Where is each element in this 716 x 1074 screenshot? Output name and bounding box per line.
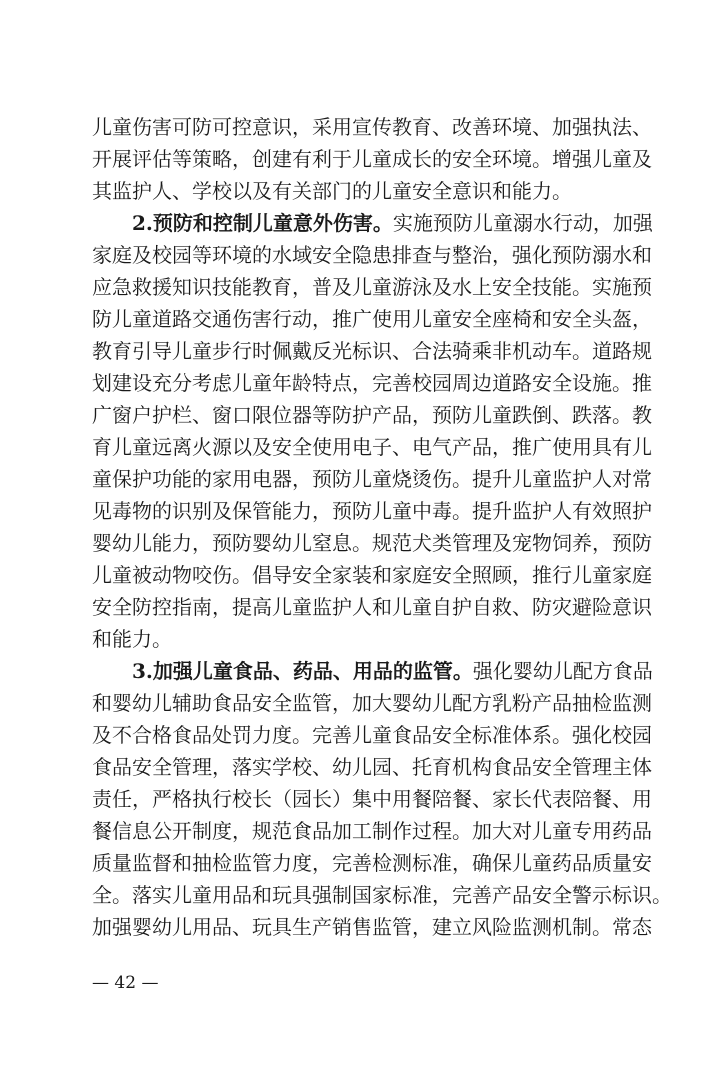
paragraph-line: 安全防控指南，提高儿童监护人和儿童自护自救、防灾避险意识 — [92, 595, 652, 619]
paragraph-line: 和婴幼儿辅助食品安全监管，加大婴幼儿配方乳粉产品抽检监测 — [92, 691, 652, 715]
paragraph-line: 童保护功能的家用电器，预防儿童烧烫伤。提升儿童监护人对常 — [92, 467, 652, 491]
paragraph-line: 加强婴幼儿用品、玩具生产销售监管，建立风险监测机制。常态 — [92, 915, 652, 939]
paragraph-line: 和能力。 — [92, 627, 172, 651]
paragraph-line: 婴幼儿能力，预防婴幼儿窒息。规范犬类管理及宠物饲养，预防 — [92, 531, 652, 555]
paragraph-line: 责任，严格执行校长（园长）集中用餐陪餐、家长代表陪餐、用 — [92, 787, 652, 811]
paragraph-line: 餐信息公开制度，规范食品加工制作过程。加大对儿童专用药品 — [92, 819, 652, 843]
paragraph-line: 及不合格食品处罚力度。完善儿童食品安全标准体系。强化校园 — [92, 723, 652, 747]
paragraph-line: 儿童被动物咬伤。倡导安全家装和家庭安全照顾，推行儿童家庭 — [92, 563, 652, 587]
paragraph-line: 儿童伤害可防可控意识，采用宣传教育、改善环境、加强执法、 — [92, 115, 652, 139]
paragraph-line: 广窗户护栏、窗口限位器等防护产品，预防儿童跌倒、跌落。教 — [92, 403, 652, 427]
paragraph-line: 食品安全管理，落实学校、幼儿园、托育机构食品安全管理主体 — [92, 755, 652, 779]
section-heading: 2.预防和控制儿童意外伤害。 — [132, 211, 393, 235]
paragraph-line: 开展评估等策略，创建有利于儿童成长的安全环境。增强儿童及 — [92, 147, 652, 171]
section-first-line — [92, 655, 653, 687]
document-body — [92, 111, 672, 943]
section-first-line-text: 强化婴幼儿配方食品 — [472, 659, 653, 683]
paragraph-line: 防儿童道路交通伤害行动，推广使用儿童安全座椅和安全头盔， — [92, 307, 652, 331]
paragraph-line: 划建设充分考虑儿童年龄特点，完善校园周边道路安全设施。推 — [92, 371, 652, 395]
paragraph-line: 全。落实儿童用品和玩具强制国家标准，完善产品安全警示标识。 — [92, 883, 672, 907]
paragraph-line: 其监护人、学校以及有关部门的儿童安全意识和能力。 — [92, 179, 572, 203]
paragraph-line: 教育引导儿童步行时佩戴反光标识、合法骑乘非机动车。道路规 — [92, 339, 652, 363]
paragraph-line: 见毒物的识别及保管能力，预防儿童中毒。提升监护人有效照护 — [92, 499, 652, 523]
section-first-line-text: 实施预防儿童溺水行动，加强 — [392, 211, 653, 235]
section-first-line — [92, 207, 653, 239]
paragraph-line: 质量监督和抽检监管力度，完善检测标准，确保儿童药品质量安 — [92, 851, 652, 875]
page-number: — 42 — — [92, 973, 159, 993]
paragraph-line: 应急救援知识技能教育，普及儿童游泳及水上安全技能。实施预 — [92, 275, 652, 299]
paragraph-line: 家庭及校园等环境的水域安全隐患排查与整治，强化预防溺水和 — [92, 243, 652, 267]
section-heading: 3.加强儿童食品、药品、用品的监管。 — [132, 659, 473, 683]
paragraph-line: 育儿童远离火源以及安全使用电子、电气产品，推广使用具有儿 — [92, 435, 652, 459]
